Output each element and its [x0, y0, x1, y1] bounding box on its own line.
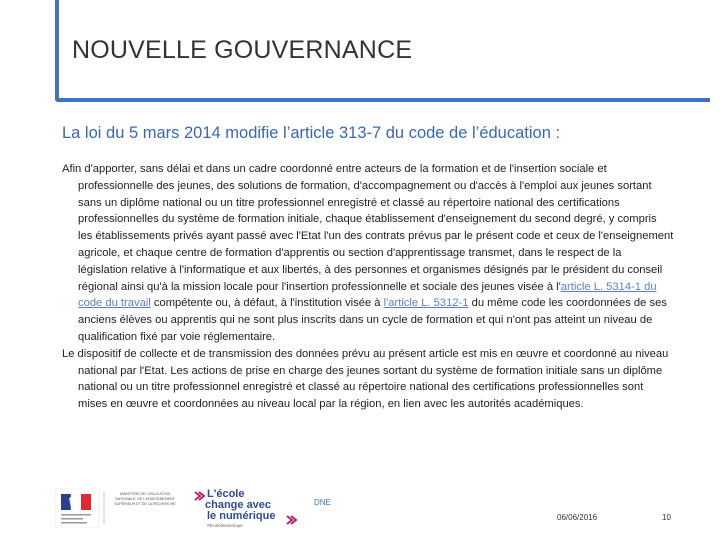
ecole-logo-tagline: #EcoleNumerique: [207, 523, 243, 528]
ministry-logo-text: MINISTÈRE DE L'ÉDUCATION NATIONALE, DE L'ENSEIGNEMENT SUPÉRIEUR ET DE LA RECHERCHE: [114, 492, 176, 506]
article-l5314-1-link[interactable]: article L. 5314-1 du code du travail: [78, 280, 657, 310]
ministry-logo: [55, 488, 183, 528]
slide-subtitle: La loi du 5 mars 2014 modifie l’article 313-7 du code de l’éducation :: [62, 124, 561, 142]
ecole-logo-line1: L'école: [207, 488, 245, 500]
ecole-logo-line2: change avec: [205, 499, 272, 511]
article-l5312-1-link[interactable]: l'article L. 5312-1: [383, 297, 469, 310]
body-text: [62, 161, 674, 413]
dne-label: DNE: [314, 498, 331, 507]
paragraph-1-part-3: du même code les coordonnées de ses anciens élèves ou apprentis qui ne sont plus inscrits dans un cycle de formation et qui n'ont pas atteint un niveau de qualification fixé par voie réglementaire.: [78, 297, 667, 343]
page-number: 10: [662, 513, 671, 522]
slide-title: NOUVELLE GOUVERNANCE: [72, 36, 413, 64]
ecole-numerique-logo: [193, 488, 308, 532]
paragraph-1-part-1: Afin d'apporter, sans délai et dans un cadre coordonné entre acteurs de la formation et de l'insertion sociale et professionnelle des jeunes, des solutions de formation, d'accompagnement ou d'accès à l'emploi aux jeunes sortant sans un diplôme national ou un titre professionnel enregistré et classé au répertoire national des certifications professionnelles du système de formation initiale, chaque établissement d'enseignement du second degré, y compris les établissements privés ayant passé avec l'Etat l'un des contrats prévus par le présent code et ceux de l'enseignement agricole, et chaque centre de formation d'apprentis ou section d'apprentissage transmet, dans le respect de la législation relative à l'informatique et aux libertés, à des personnes et organismes désignés par le président du conseil régional ainsi qu'à la mission locale pour l'insertion professionnelle et sociale des jeunes visée à l': [62, 163, 674, 293]
paragraph-1-part-2: compétente ou, à défaut, à l'institution visée à: [150, 297, 384, 310]
footer-date: 06/06/2016: [557, 513, 598, 522]
paragraph-2: Le dispositif de collecte et de transmission des données prévu au présent article est mis en œuvre et coordonné au niveau national par l'Etat. Les actions de prise en charge des jeunes sortant du système de formation initiale sans un diplôme national ou un titre professionnel enregistré et classé au répertoire national des certifications professionnelles sont mises en œuvre et coordonnées au niveau local par la région, en lien avec les autorités académiques.: [62, 347, 669, 411]
ecole-logo-line3: le numérique: [207, 510, 276, 522]
paragraph-1: [62, 161, 674, 346]
